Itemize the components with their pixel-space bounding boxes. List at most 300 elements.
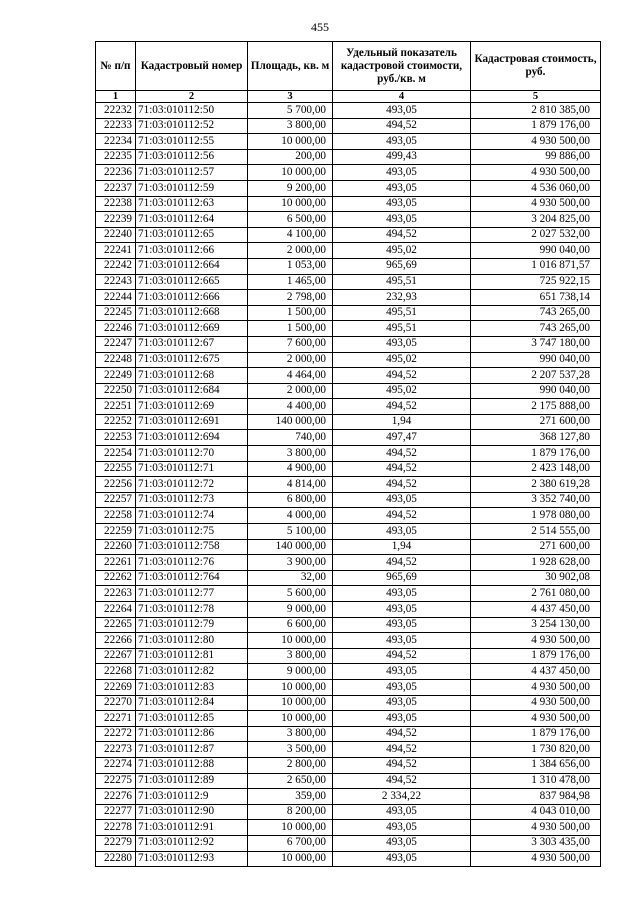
specific-value-cell: 495,51 — [333, 274, 471, 290]
cadastral-cost-cell: 1 879 176,00 — [471, 648, 601, 664]
row-number-cell: 22261 — [96, 555, 136, 571]
row-number-cell: 22255 — [96, 461, 136, 477]
table-row — [96, 149, 601, 165]
area-cell: 9 000,00 — [248, 602, 333, 618]
table-row — [96, 336, 601, 352]
column-number-2: 2 — [136, 91, 248, 103]
table-row — [96, 212, 601, 228]
specific-value-cell: 494,52 — [333, 508, 471, 524]
area-cell: 140 000,00 — [248, 539, 333, 555]
specific-value-cell: 493,05 — [333, 804, 471, 820]
row-number-cell: 22264 — [96, 602, 136, 618]
area-cell: 10 000,00 — [248, 679, 333, 695]
area-cell: 10 000,00 — [248, 695, 333, 711]
column-number-3: 3 — [248, 91, 333, 103]
table-row — [96, 368, 601, 384]
table-row — [96, 227, 601, 243]
cadastral-cost-cell: 990 040,00 — [471, 383, 601, 399]
row-number-cell: 22274 — [96, 757, 136, 773]
column-number-5: 5 — [471, 91, 601, 103]
table-header-row — [96, 42, 601, 91]
cadastral-number-cell: 71:03:010112:65 — [136, 227, 248, 243]
specific-value-cell: 494,52 — [333, 368, 471, 384]
table-row — [96, 602, 601, 618]
cadastral-number-cell: 71:03:010112:72 — [136, 477, 248, 493]
specific-value-cell: 495,51 — [333, 305, 471, 321]
cadastral-number-cell: 71:03:010112:666 — [136, 290, 248, 306]
cadastral-number-cell: 71:03:010112:63 — [136, 196, 248, 212]
cadastral-number-cell: 71:03:010112:675 — [136, 352, 248, 368]
cadastral-number-cell: 71:03:010112:83 — [136, 679, 248, 695]
cadastral-cost-cell: 743 265,00 — [471, 321, 601, 337]
table-row — [96, 477, 601, 493]
row-number-cell: 22236 — [96, 165, 136, 181]
table-row — [96, 664, 601, 680]
area-cell: 200,00 — [248, 149, 333, 165]
cadastral-number-cell: 71:03:010112:64 — [136, 212, 248, 228]
cadastral-number-cell: 71:03:010112:668 — [136, 305, 248, 321]
row-number-cell: 22269 — [96, 679, 136, 695]
area-cell: 8 200,00 — [248, 804, 333, 820]
table-row — [96, 633, 601, 649]
header-cadastral-cost: Кадастровая стоимость, руб. — [471, 42, 601, 91]
cadastral-cost-cell: 2 380 619,28 — [471, 477, 601, 493]
row-number-cell: 22273 — [96, 742, 136, 758]
row-number-cell: 22250 — [96, 383, 136, 399]
cadastral-number-cell: 71:03:010112:84 — [136, 695, 248, 711]
cadastral-cost-cell: 4 930 500,00 — [471, 711, 601, 727]
row-number-cell: 22263 — [96, 586, 136, 602]
specific-value-cell: 495,51 — [333, 321, 471, 337]
cadastral-number-cell: 71:03:010112:691 — [136, 414, 248, 430]
table-row — [96, 773, 601, 789]
row-number-cell: 22248 — [96, 352, 136, 368]
cadastral-cost-cell: 3 303 435,00 — [471, 835, 601, 851]
cadastral-number-cell: 71:03:010112:55 — [136, 134, 248, 150]
table-row — [96, 711, 601, 727]
specific-value-cell: 497,47 — [333, 430, 471, 446]
cadastral-cost-cell: 4 930 500,00 — [471, 134, 601, 150]
cadastral-cost-cell: 3 352 740,00 — [471, 492, 601, 508]
cadastral-number-cell: 71:03:010112:56 — [136, 149, 248, 165]
area-cell: 3 800,00 — [248, 648, 333, 664]
cadastral-number-cell: 71:03:010112:78 — [136, 602, 248, 618]
area-cell: 6 800,00 — [248, 492, 333, 508]
specific-value-cell: 494,52 — [333, 726, 471, 742]
area-cell: 2 800,00 — [248, 757, 333, 773]
row-number-cell: 22258 — [96, 508, 136, 524]
row-number-cell: 22262 — [96, 570, 136, 586]
row-number-cell: 22234 — [96, 134, 136, 150]
row-number-cell: 22252 — [96, 414, 136, 430]
cadastral-number-cell: 71:03:010112:90 — [136, 804, 248, 820]
specific-value-cell: 494,52 — [333, 757, 471, 773]
row-number-cell: 22232 — [96, 103, 136, 119]
row-number-cell: 22268 — [96, 664, 136, 680]
cadastral-number-cell: 71:03:010112:664 — [136, 258, 248, 274]
specific-value-cell: 495,02 — [333, 243, 471, 259]
table-row — [96, 243, 601, 259]
table-row — [96, 414, 601, 430]
specific-value-cell: 495,02 — [333, 383, 471, 399]
specific-value-cell: 494,52 — [333, 555, 471, 571]
specific-value-cell: 493,05 — [333, 602, 471, 618]
specific-value-cell: 494,52 — [333, 118, 471, 134]
area-cell: 740,00 — [248, 430, 333, 446]
row-number-cell: 22279 — [96, 835, 136, 851]
area-cell: 1 465,00 — [248, 274, 333, 290]
area-cell: 1 053,00 — [248, 258, 333, 274]
area-cell: 2 000,00 — [248, 352, 333, 368]
cadastral-number-cell: 71:03:010112:70 — [136, 446, 248, 462]
row-number-cell: 22266 — [96, 633, 136, 649]
table-row — [96, 835, 601, 851]
cadastral-cost-cell: 4 437 450,00 — [471, 664, 601, 680]
row-number-cell: 22270 — [96, 695, 136, 711]
page-number: 455 — [311, 20, 329, 34]
area-cell: 9 200,00 — [248, 180, 333, 196]
area-cell: 7 600,00 — [248, 336, 333, 352]
row-number-cell: 22259 — [96, 524, 136, 540]
table-row — [96, 321, 601, 337]
specific-value-cell: 965,69 — [333, 570, 471, 586]
cadastral-number-cell: 71:03:010112:669 — [136, 321, 248, 337]
cadastral-number-cell: 71:03:010112:73 — [136, 492, 248, 508]
cadastral-cost-cell: 990 040,00 — [471, 243, 601, 259]
table-row — [96, 118, 601, 134]
cadastral-cost-cell: 2 514 555,00 — [471, 524, 601, 540]
cadastral-number-cell: 71:03:010112:9 — [136, 789, 248, 805]
cadastral-number-cell: 71:03:010112:694 — [136, 430, 248, 446]
table-row — [96, 820, 601, 836]
specific-value-cell: 494,52 — [333, 742, 471, 758]
cadastral-number-cell: 71:03:010112:89 — [136, 773, 248, 789]
cadastral-number-cell: 71:03:010112:76 — [136, 555, 248, 571]
table-row — [96, 851, 601, 867]
specific-value-cell: 493,05 — [333, 586, 471, 602]
cadastral-cost-cell: 1 879 176,00 — [471, 118, 601, 134]
row-number-cell: 22233 — [96, 118, 136, 134]
cadastral-cost-cell: 4 930 500,00 — [471, 695, 601, 711]
cadastral-cost-cell: 4 930 500,00 — [471, 679, 601, 695]
cadastral-number-cell: 71:03:010112:67 — [136, 336, 248, 352]
area-cell: 3 900,00 — [248, 555, 333, 571]
specific-value-cell: 495,02 — [333, 352, 471, 368]
table-row — [96, 274, 601, 290]
cadastral-number-cell: 71:03:010112:764 — [136, 570, 248, 586]
table-row — [96, 461, 601, 477]
cadastral-cost-cell: 1 879 176,00 — [471, 726, 601, 742]
area-cell: 3 800,00 — [248, 118, 333, 134]
row-number-cell: 22245 — [96, 305, 136, 321]
cadastral-number-cell: 71:03:010112:71 — [136, 461, 248, 477]
row-number-cell: 22243 — [96, 274, 136, 290]
table-row — [96, 196, 601, 212]
cadastral-cost-cell: 4 930 500,00 — [471, 633, 601, 649]
specific-value-cell: 493,05 — [333, 679, 471, 695]
row-number-cell: 22244 — [96, 290, 136, 306]
header-row-number: № п/п — [96, 42, 136, 91]
area-cell: 1 500,00 — [248, 321, 333, 337]
specific-value-cell: 493,05 — [333, 664, 471, 680]
cadastral-cost-cell: 990 040,00 — [471, 352, 601, 368]
specific-value-cell: 2 334,22 — [333, 789, 471, 805]
specific-value-cell: 494,52 — [333, 648, 471, 664]
cadastral-number-cell: 71:03:010112:80 — [136, 633, 248, 649]
cadastral-number-cell: 71:03:010112:665 — [136, 274, 248, 290]
specific-value-cell: 494,52 — [333, 773, 471, 789]
table-row — [96, 524, 601, 540]
cadastral-cost-cell: 1 310 478,00 — [471, 773, 601, 789]
row-number-cell: 22280 — [96, 851, 136, 867]
cadastral-number-cell: 71:03:010112:91 — [136, 820, 248, 836]
table-row — [96, 430, 601, 446]
cadastral-number-cell: 71:03:010112:92 — [136, 835, 248, 851]
specific-value-cell: 494,52 — [333, 461, 471, 477]
cadastral-number-cell: 71:03:010112:758 — [136, 539, 248, 555]
row-number-cell: 22253 — [96, 430, 136, 446]
cadastral-number-cell: 71:03:010112:79 — [136, 617, 248, 633]
area-cell: 4 900,00 — [248, 461, 333, 477]
cadastral-cost-cell: 3 747 180,00 — [471, 336, 601, 352]
column-number-4: 4 — [333, 91, 471, 103]
table-row — [96, 617, 601, 633]
area-cell: 5 700,00 — [248, 103, 333, 119]
area-cell: 10 000,00 — [248, 633, 333, 649]
cadastral-cost-cell: 99 886,00 — [471, 149, 601, 165]
specific-value-cell: 1,94 — [333, 414, 471, 430]
row-number-cell: 22260 — [96, 539, 136, 555]
area-cell: 2 798,00 — [248, 290, 333, 306]
specific-value-cell: 493,05 — [333, 103, 471, 119]
row-number-cell: 22247 — [96, 336, 136, 352]
specific-value-cell: 493,05 — [333, 695, 471, 711]
cadastral-number-cell: 71:03:010112:87 — [136, 742, 248, 758]
area-cell: 4 400,00 — [248, 399, 333, 415]
header-area: Площадь, кв. м — [248, 42, 333, 91]
table-row — [96, 180, 601, 196]
cadastral-cost-cell: 1 928 628,00 — [471, 555, 601, 571]
specific-value-cell: 494,52 — [333, 446, 471, 462]
cadastral-number-cell: 71:03:010112:74 — [136, 508, 248, 524]
area-cell: 3 800,00 — [248, 446, 333, 462]
cadastral-number-cell: 71:03:010112:69 — [136, 399, 248, 415]
cadastral-number-cell: 71:03:010112:75 — [136, 524, 248, 540]
area-cell: 2 000,00 — [248, 383, 333, 399]
area-cell: 10 000,00 — [248, 711, 333, 727]
cadastral-cost-cell: 30 902,08 — [471, 570, 601, 586]
row-number-cell: 22265 — [96, 617, 136, 633]
row-number-cell: 22276 — [96, 789, 136, 805]
table-row — [96, 804, 601, 820]
area-cell: 140 000,00 — [248, 414, 333, 430]
table-row — [96, 586, 601, 602]
row-number-cell: 22246 — [96, 321, 136, 337]
row-number-cell: 22275 — [96, 773, 136, 789]
specific-value-cell: 493,05 — [333, 180, 471, 196]
specific-value-cell: 494,52 — [333, 227, 471, 243]
specific-value-cell: 494,52 — [333, 399, 471, 415]
cadastral-cost-cell: 2 810 385,00 — [471, 103, 601, 119]
area-cell: 4 464,00 — [248, 368, 333, 384]
cadastral-value-table — [95, 41, 601, 867]
table-body — [96, 103, 601, 867]
specific-value-cell: 493,05 — [333, 835, 471, 851]
row-number-cell: 22254 — [96, 446, 136, 462]
cadastral-cost-cell: 1 879 176,00 — [471, 446, 601, 462]
cadastral-number-cell: 71:03:010112:93 — [136, 851, 248, 867]
area-cell: 2 000,00 — [248, 243, 333, 259]
row-number-cell: 22240 — [96, 227, 136, 243]
cadastral-cost-cell: 3 204 825,00 — [471, 212, 601, 228]
cadastral-number-cell: 71:03:010112:66 — [136, 243, 248, 259]
column-number-1: 1 — [96, 91, 136, 103]
specific-value-cell: 493,05 — [333, 524, 471, 540]
area-cell: 2 650,00 — [248, 773, 333, 789]
table-row — [96, 789, 601, 805]
cadastral-number-cell: 71:03:010112:50 — [136, 103, 248, 119]
area-cell: 10 000,00 — [248, 851, 333, 867]
cadastral-cost-cell: 2 761 080,00 — [471, 586, 601, 602]
cadastral-cost-cell: 2 423 148,00 — [471, 461, 601, 477]
area-cell: 4 000,00 — [248, 508, 333, 524]
row-number-cell: 22238 — [96, 196, 136, 212]
table-row — [96, 399, 601, 415]
row-number-cell: 22241 — [96, 243, 136, 259]
row-number-cell: 22278 — [96, 820, 136, 836]
specific-value-cell: 493,05 — [333, 165, 471, 181]
specific-value-cell: 493,05 — [333, 212, 471, 228]
cadastral-cost-cell: 4 930 500,00 — [471, 820, 601, 836]
table-row — [96, 352, 601, 368]
area-cell: 10 000,00 — [248, 820, 333, 836]
area-cell: 3 800,00 — [248, 726, 333, 742]
area-cell: 10 000,00 — [248, 165, 333, 181]
column-number-row — [96, 91, 601, 103]
cadastral-cost-cell: 1 384 656,00 — [471, 757, 601, 773]
cadastral-cost-cell: 271 600,00 — [471, 414, 601, 430]
header-cadastral-number: Кадастровый номер — [136, 42, 248, 91]
row-number-cell: 22235 — [96, 149, 136, 165]
table-row — [96, 134, 601, 150]
area-cell: 1 500,00 — [248, 305, 333, 321]
table-row — [96, 103, 601, 119]
cadastral-cost-cell: 368 127,80 — [471, 430, 601, 446]
table-row — [96, 258, 601, 274]
specific-value-cell: 493,05 — [333, 134, 471, 150]
cadastral-cost-cell: 2 027 532,00 — [471, 227, 601, 243]
specific-value-cell: 965,69 — [333, 258, 471, 274]
specific-value-cell: 493,05 — [333, 851, 471, 867]
cadastral-number-cell: 71:03:010112:85 — [136, 711, 248, 727]
cadastral-number-cell: 71:03:010112:52 — [136, 118, 248, 134]
area-cell: 5 600,00 — [248, 586, 333, 602]
area-cell: 4 100,00 — [248, 227, 333, 243]
cadastral-cost-cell: 4 043 010,00 — [471, 804, 601, 820]
row-number-cell: 22272 — [96, 726, 136, 742]
cadastral-cost-cell: 1 730 820,00 — [471, 742, 601, 758]
cadastral-cost-cell: 4 437 450,00 — [471, 602, 601, 618]
area-cell: 32,00 — [248, 570, 333, 586]
row-number-cell: 22237 — [96, 180, 136, 196]
cadastral-cost-cell: 271 600,00 — [471, 539, 601, 555]
specific-value-cell: 493,05 — [333, 711, 471, 727]
table-row — [96, 648, 601, 664]
cadastral-cost-cell: 2 207 537,28 — [471, 368, 601, 384]
table-row — [96, 679, 601, 695]
row-number-cell: 22249 — [96, 368, 136, 384]
cadastral-number-cell: 71:03:010112:88 — [136, 757, 248, 773]
table-row — [96, 383, 601, 399]
specific-value-cell: 1,94 — [333, 539, 471, 555]
table-row — [96, 757, 601, 773]
specific-value-cell: 493,05 — [333, 196, 471, 212]
cadastral-cost-cell: 4 930 500,00 — [471, 196, 601, 212]
row-number-cell: 22256 — [96, 477, 136, 493]
row-number-cell: 22277 — [96, 804, 136, 820]
area-cell: 10 000,00 — [248, 196, 333, 212]
area-cell: 6 600,00 — [248, 617, 333, 633]
table-row — [96, 555, 601, 571]
row-number-cell: 22267 — [96, 648, 136, 664]
area-cell: 9 000,00 — [248, 664, 333, 680]
specific-value-cell: 493,05 — [333, 820, 471, 836]
table-row — [96, 726, 601, 742]
table-row — [96, 290, 601, 306]
table-row — [96, 570, 601, 586]
cadastral-cost-cell: 4 930 500,00 — [471, 165, 601, 181]
row-number-cell: 22251 — [96, 399, 136, 415]
specific-value-cell: 493,05 — [333, 633, 471, 649]
table-row — [96, 508, 601, 524]
area-cell: 6 500,00 — [248, 212, 333, 228]
specific-value-cell: 493,05 — [333, 492, 471, 508]
area-cell: 4 814,00 — [248, 477, 333, 493]
cadastral-cost-cell: 725 922,15 — [471, 274, 601, 290]
table-row — [96, 695, 601, 711]
area-cell: 10 000,00 — [248, 134, 333, 150]
cadastral-number-cell: 71:03:010112:82 — [136, 664, 248, 680]
specific-value-cell: 232,93 — [333, 290, 471, 306]
row-number-cell: 22257 — [96, 492, 136, 508]
cadastral-cost-cell: 651 738,14 — [471, 290, 601, 306]
specific-value-cell: 494,52 — [333, 477, 471, 493]
cadastral-number-cell: 71:03:010112:68 — [136, 368, 248, 384]
area-cell: 5 100,00 — [248, 524, 333, 540]
table-row — [96, 305, 601, 321]
area-cell: 6 700,00 — [248, 835, 333, 851]
header-specific-value: Удельный показатель кадастровой стоимости, руб./кв. м — [333, 42, 471, 91]
area-cell: 3 500,00 — [248, 742, 333, 758]
cadastral-cost-cell: 3 254 130,00 — [471, 617, 601, 633]
table-row — [96, 492, 601, 508]
table-row — [96, 539, 601, 555]
cadastral-cost-cell: 1 978 080,00 — [471, 508, 601, 524]
cadastral-number-cell: 71:03:010112:57 — [136, 165, 248, 181]
cadastral-cost-cell: 4 536 060,00 — [471, 180, 601, 196]
specific-value-cell: 499,43 — [333, 149, 471, 165]
row-number-cell: 22239 — [96, 212, 136, 228]
cadastral-number-cell: 71:03:010112:59 — [136, 180, 248, 196]
cadastral-number-cell: 71:03:010112:77 — [136, 586, 248, 602]
row-number-cell: 22242 — [96, 258, 136, 274]
cadastral-cost-cell: 4 930 500,00 — [471, 851, 601, 867]
area-cell: 359,00 — [248, 789, 333, 805]
specific-value-cell: 493,05 — [333, 617, 471, 633]
cadastral-cost-cell: 2 175 888,00 — [471, 399, 601, 415]
cadastral-cost-cell: 1 016 871,57 — [471, 258, 601, 274]
cadastral-number-cell: 71:03:010112:86 — [136, 726, 248, 742]
